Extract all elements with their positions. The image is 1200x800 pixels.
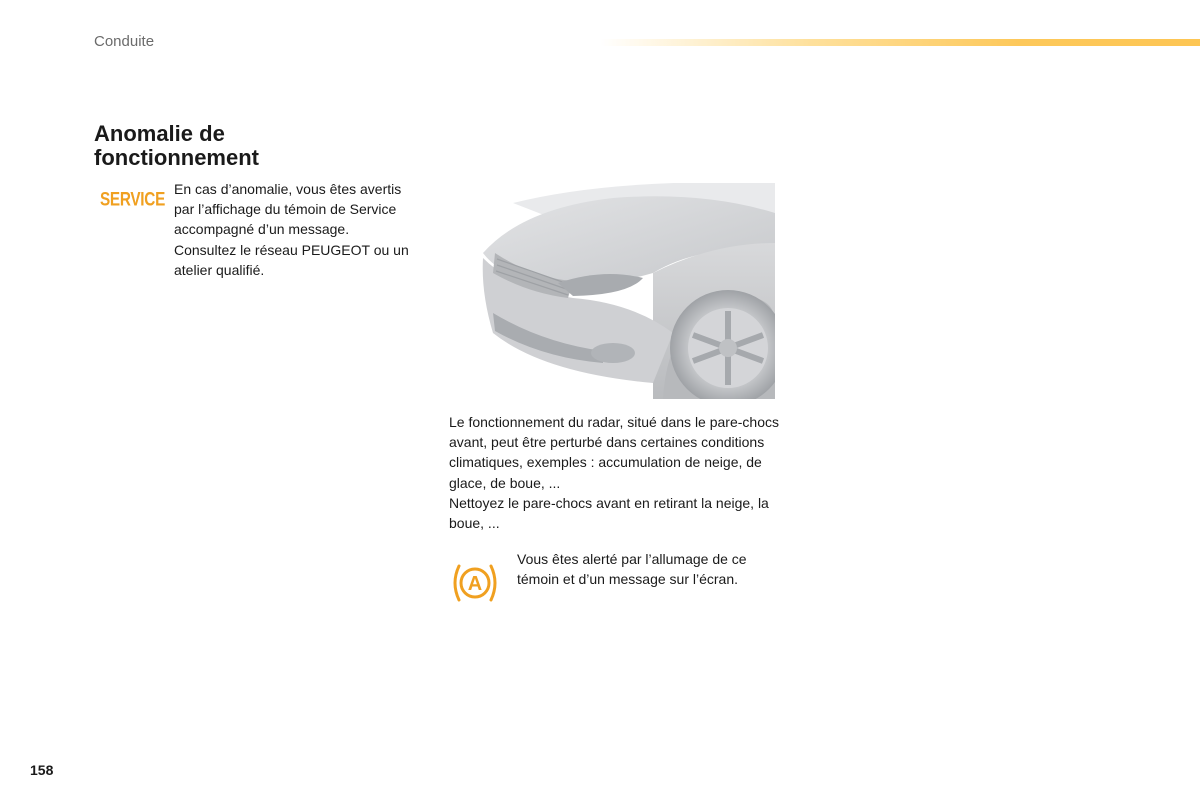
page-number: 158 (30, 762, 54, 778)
radar-text: Le fonctionnement du radar, situé dans le pare-chocs avant, peut être perturbé dans certaines conditions climatiques, exemples : accumulation de neige, de glace, de boue, ... (449, 414, 779, 491)
service-warning-icon: SERVICE (100, 188, 166, 210)
clean-text: Nettoyez le pare-chocs avant en retirant la neige, la boue, ... (449, 494, 769, 532)
cruise-control-alert-icon (450, 561, 500, 605)
consult-text: Consultez le réseau PEUGEOT ou un atelier qualifié. (174, 241, 409, 278)
alert-icon-glyph: A (467, 573, 483, 595)
radar-description (449, 412, 779, 533)
alert-text: Vous êtes alerté par l’allumage de ce témoin et d’un message sur l’écran. (517, 551, 747, 588)
anomaly-description (174, 179, 414, 280)
car-front-illustration (453, 183, 775, 399)
header-accent-bar (600, 39, 1200, 46)
page-title: Anomalie de fonctionnement (94, 121, 259, 170)
anomaly-text: En cas d’anomalie, vous êtes avertis par l’affichage du témoin de Service accompagné d’un message. (174, 181, 402, 238)
section-header: Conduite (94, 33, 155, 50)
